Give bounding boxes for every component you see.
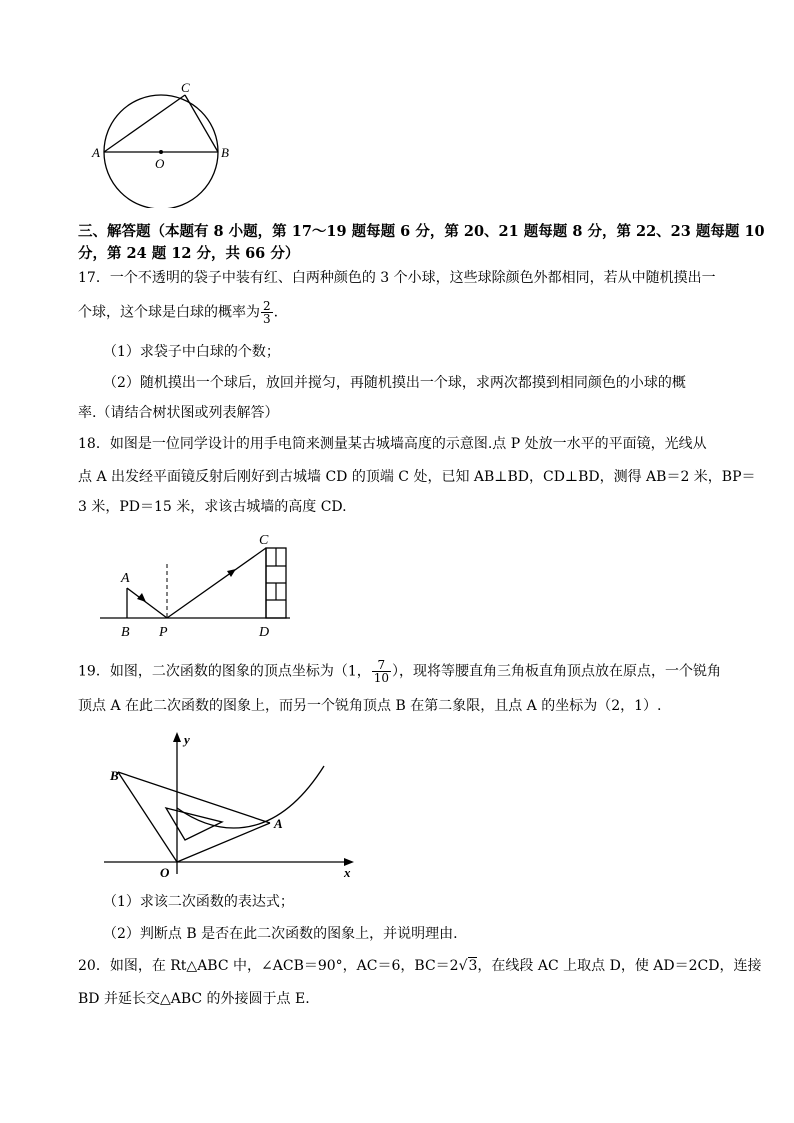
label-a: A <box>92 145 100 160</box>
triangle-ruler-hole <box>166 808 222 840</box>
center-point <box>159 150 163 154</box>
label-x: x <box>344 865 351 878</box>
ray-a-p <box>127 588 167 618</box>
q17-line2-end: . <box>273 304 279 321</box>
q18-line1: 18．如图是一位同学设计的用手电筒来测量某古城墙高度的示意图.点 P 处放一水平的平面镜，光线从 <box>78 436 707 452</box>
q20-line2: BD 并延长交△ABC 的外接圆于点 E. <box>78 991 310 1007</box>
prob-denominator: 3 <box>263 312 271 326</box>
q19-line1 <box>78 659 721 684</box>
chord-cb <box>185 95 218 152</box>
arrow-head-2 <box>227 569 236 577</box>
q20-line1 <box>78 956 761 976</box>
q19-line1-after: ），现将等腰直角三角板直角顶点放在原点，一个锐角 <box>392 663 722 680</box>
y-axis-arrow <box>173 732 181 742</box>
probability-fraction <box>261 300 273 325</box>
q17-part1: （1）求袋子中白球的个数； <box>103 344 280 360</box>
label-o: O <box>155 156 165 171</box>
label-c: C <box>259 533 269 548</box>
label-c: C <box>181 80 190 95</box>
q18-line3: 3 米，PD＝15 米，求该古城墙的高度 CD. <box>78 499 347 515</box>
label-b: B <box>121 625 130 640</box>
label-b: B <box>221 145 229 160</box>
chord-ac <box>104 95 185 152</box>
label-a: A <box>121 571 130 586</box>
sqrt-argument: 3 <box>468 958 478 974</box>
q18-line2: 点 A 出发经平面镜反射后刚好到古城墙 CD 的顶端 C 处，已知 AB⊥BD，CD⊥BD，测得 AB＝2 米，BP＝ <box>78 469 756 485</box>
label-o: O <box>160 865 170 878</box>
wall-figure <box>96 530 296 642</box>
sqrt-sign: √ <box>458 958 468 974</box>
q19-line2: 顶点 A 在此二次函数的图象上，而另一个锐角顶点 B 在第二象限，且点 A 的坐标为（2，1）. <box>78 698 662 714</box>
ray-p-c <box>167 548 266 618</box>
section-heading-line2: 分，第 24 题 12 分，共 66 分） <box>78 245 300 262</box>
q19-part2: （2）判断点 B 是否在此二次函数的图象上，并说明理由. <box>103 926 458 942</box>
parabola-figure <box>100 728 362 878</box>
q20-line1-before: 20．如图，在 Rt△ABC 中，∠ACB＝90°，AC＝6，BC＝2 <box>78 958 459 974</box>
q17-part2-line1: （2）随机摸出一个球后，放回并搅匀，再随机摸出一个球，求两次都摸到相同颜色的小球的概 <box>103 375 686 391</box>
segment-ob <box>118 772 177 862</box>
vertex-fraction <box>372 659 391 684</box>
parabola-curve <box>177 766 324 828</box>
label-y: y <box>184 732 190 747</box>
q17-line1: 17．一个不透明的袋子中装有红、白两种颜色的 3 个小球，这些球除颜色外都相同，若从中随机摸出一 <box>78 270 716 286</box>
prob-numerator: 2 <box>263 299 271 313</box>
label-a: A <box>274 816 283 831</box>
vertex-numerator: 7 <box>372 659 391 672</box>
arrow-head-1 <box>137 593 146 602</box>
q17-part2-line2: 率.（请结合树状图或列表解答） <box>78 405 279 421</box>
q20-line1-after: ，在线段 AC 上取点 D，使 AD＝2CD，连接 <box>477 958 762 974</box>
segment-oa <box>177 823 270 862</box>
q19-part1: （1）求该二次函数的表达式； <box>103 894 294 910</box>
label-p: P <box>159 625 168 640</box>
q19-line1-before: 19．如图，二次函数的图象的顶点坐标为（1， <box>78 663 371 680</box>
q17-line2 <box>78 300 278 325</box>
label-b: B <box>110 768 119 783</box>
section-heading-line1: 三、解答题（本题有 8 小题，第 17～19 题每题 6 分，第 20、21 题每题 8 分，第 22、23 题每题 10 <box>78 223 765 240</box>
vertex-denominator: 10 <box>373 671 390 685</box>
label-d: D <box>259 625 270 640</box>
circle-figure <box>88 78 238 208</box>
q17-line2-text: 个球，这个球是白球的概率为 <box>78 304 260 321</box>
